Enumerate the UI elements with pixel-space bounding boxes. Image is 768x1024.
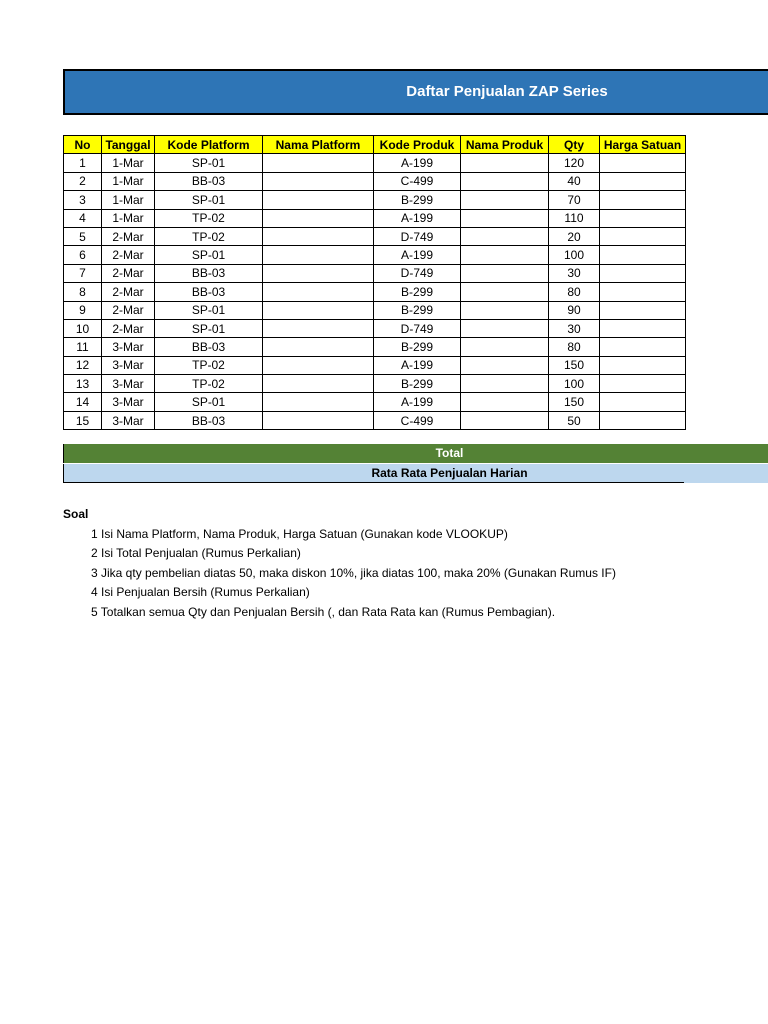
cell-kode-produk[interactable]: D-749 <box>374 227 461 245</box>
cell-nama-produk[interactable] <box>461 209 549 227</box>
cell-harga-satuan[interactable] <box>600 227 686 245</box>
cell-kode-platform[interactable]: SP-01 <box>155 393 263 411</box>
cell-kode-produk[interactable]: A-199 <box>374 356 461 374</box>
table-row <box>64 154 686 172</box>
cell-no[interactable]: 8 <box>64 283 102 301</box>
cell-harga-satuan[interactable] <box>600 375 686 393</box>
cell-qty[interactable]: 20 <box>549 227 600 245</box>
cell-tanggal[interactable]: 3-Mar <box>102 338 155 356</box>
cell-kode-produk[interactable]: C-499 <box>374 172 461 190</box>
cell-no[interactable]: 1 <box>64 154 102 172</box>
soal-title: Soal <box>63 507 89 521</box>
cell-nama-platform[interactable] <box>263 283 374 301</box>
cell-kode-platform[interactable]: SP-01 <box>155 191 263 209</box>
cell-harga-satuan[interactable] <box>600 209 686 227</box>
table-header-row <box>64 136 686 154</box>
cell-harga-satuan[interactable] <box>600 319 686 337</box>
cell-kode-platform[interactable]: TP-02 <box>155 227 263 245</box>
cell-harga-satuan[interactable] <box>600 154 686 172</box>
table-row <box>64 411 686 429</box>
cell-qty[interactable]: 30 <box>549 319 600 337</box>
header-kode-produk[interactable]: Kode Produk <box>374 136 461 154</box>
cell-tanggal[interactable]: 2-Mar <box>102 301 155 319</box>
cell-no[interactable]: 2 <box>64 172 102 190</box>
cell-nama-produk[interactable] <box>461 264 549 282</box>
cell-nama-produk[interactable] <box>461 411 549 429</box>
cell-kode-platform[interactable]: SP-01 <box>155 301 263 319</box>
cell-no[interactable]: 11 <box>64 338 102 356</box>
cell-qty[interactable]: 80 <box>549 338 600 356</box>
cell-nama-produk[interactable] <box>461 191 549 209</box>
header-nama-platform[interactable]: Nama Platform <box>263 136 374 154</box>
cell-harga-satuan[interactable] <box>600 411 686 429</box>
cell-nama-produk[interactable] <box>461 375 549 393</box>
table-row <box>64 319 686 337</box>
cell-qty[interactable]: 80 <box>549 283 600 301</box>
cell-nama-produk[interactable] <box>461 301 549 319</box>
cell-tanggal[interactable]: 1-Mar <box>102 209 155 227</box>
cell-tanggal[interactable]: 2-Mar <box>102 283 155 301</box>
cell-harga-satuan[interactable] <box>600 172 686 190</box>
table-row <box>64 356 686 374</box>
table-row <box>64 301 686 319</box>
cell-qty[interactable]: 120 <box>549 154 600 172</box>
cell-tanggal[interactable]: 1-Mar <box>102 191 155 209</box>
cell-nama-produk[interactable] <box>461 154 549 172</box>
cell-tanggal[interactable]: 2-Mar <box>102 227 155 245</box>
cell-nama-produk[interactable] <box>461 283 549 301</box>
sales-table <box>63 135 686 430</box>
table-row <box>64 246 686 264</box>
cell-kode-platform[interactable]: BB-03 <box>155 283 263 301</box>
cell-nama-platform[interactable] <box>263 209 374 227</box>
average-label: Rata Rata Penjualan Harian <box>371 466 528 480</box>
cell-no[interactable]: 13 <box>64 375 102 393</box>
table-row <box>64 227 686 245</box>
cell-kode-platform[interactable]: BB-03 <box>155 411 263 429</box>
cell-tanggal[interactable]: 3-Mar <box>102 411 155 429</box>
header-qty[interactable]: Qty <box>549 136 600 154</box>
cell-no[interactable]: 6 <box>64 246 102 264</box>
cell-nama-platform[interactable] <box>263 301 374 319</box>
cell-harga-satuan[interactable] <box>600 191 686 209</box>
average-row[interactable] <box>63 464 768 483</box>
cell-qty[interactable]: 100 <box>549 375 600 393</box>
cell-nama-platform[interactable] <box>263 375 374 393</box>
cell-tanggal[interactable]: 1-Mar <box>102 154 155 172</box>
cell-nama-platform[interactable] <box>263 191 374 209</box>
cell-kode-platform[interactable]: SP-01 <box>155 319 263 337</box>
cell-nama-produk[interactable] <box>461 338 549 356</box>
cell-tanggal[interactable]: 2-Mar <box>102 319 155 337</box>
cell-tanggal[interactable]: 3-Mar <box>102 356 155 374</box>
cell-nama-produk[interactable] <box>461 356 549 374</box>
cell-kode-produk[interactable]: B-299 <box>374 375 461 393</box>
cell-qty[interactable]: 110 <box>549 209 600 227</box>
header-nama-produk[interactable]: Nama Produk <box>461 136 549 154</box>
cell-nama-produk[interactable] <box>461 393 549 411</box>
cell-no[interactable]: 7 <box>64 264 102 282</box>
soal-item: 4 Isi Penjualan Bersih (Rumus Perkalian) <box>91 585 310 599</box>
cell-kode-platform[interactable]: TP-02 <box>155 356 263 374</box>
cell-qty[interactable]: 70 <box>549 191 600 209</box>
cell-harga-satuan[interactable] <box>600 301 686 319</box>
header-harga-satuan[interactable]: Harga Satuan <box>600 136 686 154</box>
cell-kode-produk[interactable]: B-299 <box>374 283 461 301</box>
table-row <box>64 393 686 411</box>
total-label: Total <box>435 446 464 460</box>
soal-item: 2 Isi Total Penjualan (Rumus Perkalian) <box>91 546 301 560</box>
cell-kode-produk[interactable]: A-199 <box>374 209 461 227</box>
cell-no[interactable]: 14 <box>64 393 102 411</box>
cell-qty[interactable]: 150 <box>549 393 600 411</box>
table-row <box>64 172 686 190</box>
header-no[interactable]: No <box>64 136 102 154</box>
cell-tanggal[interactable]: 3-Mar <box>102 375 155 393</box>
cell-no[interactable]: 15 <box>64 411 102 429</box>
cell-nama-platform[interactable] <box>263 227 374 245</box>
average-row-border-bottom <box>63 482 684 483</box>
cell-nama-platform[interactable] <box>263 154 374 172</box>
cell-nama-platform[interactable] <box>263 356 374 374</box>
cell-kode-platform[interactable]: SP-01 <box>155 246 263 264</box>
cell-kode-platform[interactable]: SP-01 <box>155 154 263 172</box>
cell-harga-satuan[interactable] <box>600 264 686 282</box>
cell-kode-platform[interactable]: BB-03 <box>155 338 263 356</box>
cell-no[interactable]: 12 <box>64 356 102 374</box>
table-row <box>64 191 686 209</box>
cell-kode-produk[interactable]: B-299 <box>374 191 461 209</box>
cell-no[interactable]: 9 <box>64 301 102 319</box>
cell-nama-platform[interactable] <box>263 411 374 429</box>
table-body <box>64 154 686 430</box>
header-tanggal[interactable]: Tanggal <box>102 136 155 154</box>
cell-qty[interactable]: 40 <box>549 172 600 190</box>
cell-kode-platform[interactable]: TP-02 <box>155 209 263 227</box>
cell-nama-platform[interactable] <box>263 172 374 190</box>
table-row <box>64 264 686 282</box>
cell-harga-satuan[interactable] <box>600 356 686 374</box>
cell-kode-platform[interactable]: BB-03 <box>155 172 263 190</box>
cell-no[interactable]: 5 <box>64 227 102 245</box>
soal-item: 5 Totalkan semua Qty dan Penjualan Bersih (, dan Rata Rata kan (Rumus Pembagian). <box>91 604 556 619</box>
cell-kode-produk[interactable]: A-199 <box>374 246 461 264</box>
cell-kode-platform[interactable]: TP-02 <box>155 375 263 393</box>
cell-nama-produk[interactable] <box>461 319 549 337</box>
header-kode-platform[interactable]: Kode Platform <box>155 136 263 154</box>
total-row[interactable] <box>63 444 768 463</box>
cell-harga-satuan[interactable] <box>600 393 686 411</box>
sheet-title: Daftar Penjualan ZAP Series <box>406 83 608 100</box>
cell-tanggal[interactable]: 1-Mar <box>102 172 155 190</box>
soal-item: 3 Jika qty pembelian diatas 50, maka diskon 10%, jika diatas 100, maka 20% (Gunakan Rumus IF) <box>91 565 616 580</box>
cell-nama-produk[interactable] <box>461 246 549 264</box>
cell-kode-produk[interactable]: D-749 <box>374 319 461 337</box>
cell-no[interactable]: 3 <box>64 191 102 209</box>
table-row <box>64 375 686 393</box>
cell-nama-platform[interactable] <box>263 393 374 411</box>
cell-nama-platform[interactable] <box>263 319 374 337</box>
cell-qty[interactable]: 100 <box>549 246 600 264</box>
cell-qty[interactable]: 90 <box>549 301 600 319</box>
cell-nama-platform[interactable] <box>263 246 374 264</box>
cell-tanggal[interactable]: 2-Mar <box>102 264 155 282</box>
soal-list <box>63 525 616 623</box>
cell-nama-produk[interactable] <box>461 172 549 190</box>
table-row <box>64 283 686 301</box>
cell-harga-satuan[interactable] <box>600 338 686 356</box>
cell-kode-produk[interactable]: A-199 <box>374 393 461 411</box>
soal-section <box>63 505 616 622</box>
cell-no[interactable]: 4 <box>64 209 102 227</box>
cell-harga-satuan[interactable] <box>600 246 686 264</box>
cell-qty[interactable]: 150 <box>549 356 600 374</box>
soal-item: 1 Isi Nama Platform, Nama Produk, Harga Satuan (Gunakan kode VLOOKUP) <box>91 526 508 541</box>
cell-harga-satuan[interactable] <box>600 283 686 301</box>
cell-kode-produk[interactable]: B-299 <box>374 301 461 319</box>
cell-kode-produk[interactable]: A-199 <box>374 154 461 172</box>
cell-kode-platform[interactable]: BB-03 <box>155 264 263 282</box>
cell-qty[interactable]: 30 <box>549 264 600 282</box>
cell-kode-produk[interactable]: D-749 <box>374 264 461 282</box>
cell-nama-platform[interactable] <box>263 338 374 356</box>
cell-kode-produk[interactable]: B-299 <box>374 338 461 356</box>
cell-tanggal[interactable]: 3-Mar <box>102 393 155 411</box>
cell-tanggal[interactable]: 2-Mar <box>102 246 155 264</box>
table-row <box>64 209 686 227</box>
title-bar <box>63 69 768 115</box>
cell-kode-produk[interactable]: C-499 <box>374 411 461 429</box>
cell-qty[interactable]: 50 <box>549 411 600 429</box>
cell-nama-platform[interactable] <box>263 264 374 282</box>
cell-no[interactable]: 10 <box>64 319 102 337</box>
cell-nama-produk[interactable] <box>461 227 549 245</box>
table-row <box>64 338 686 356</box>
